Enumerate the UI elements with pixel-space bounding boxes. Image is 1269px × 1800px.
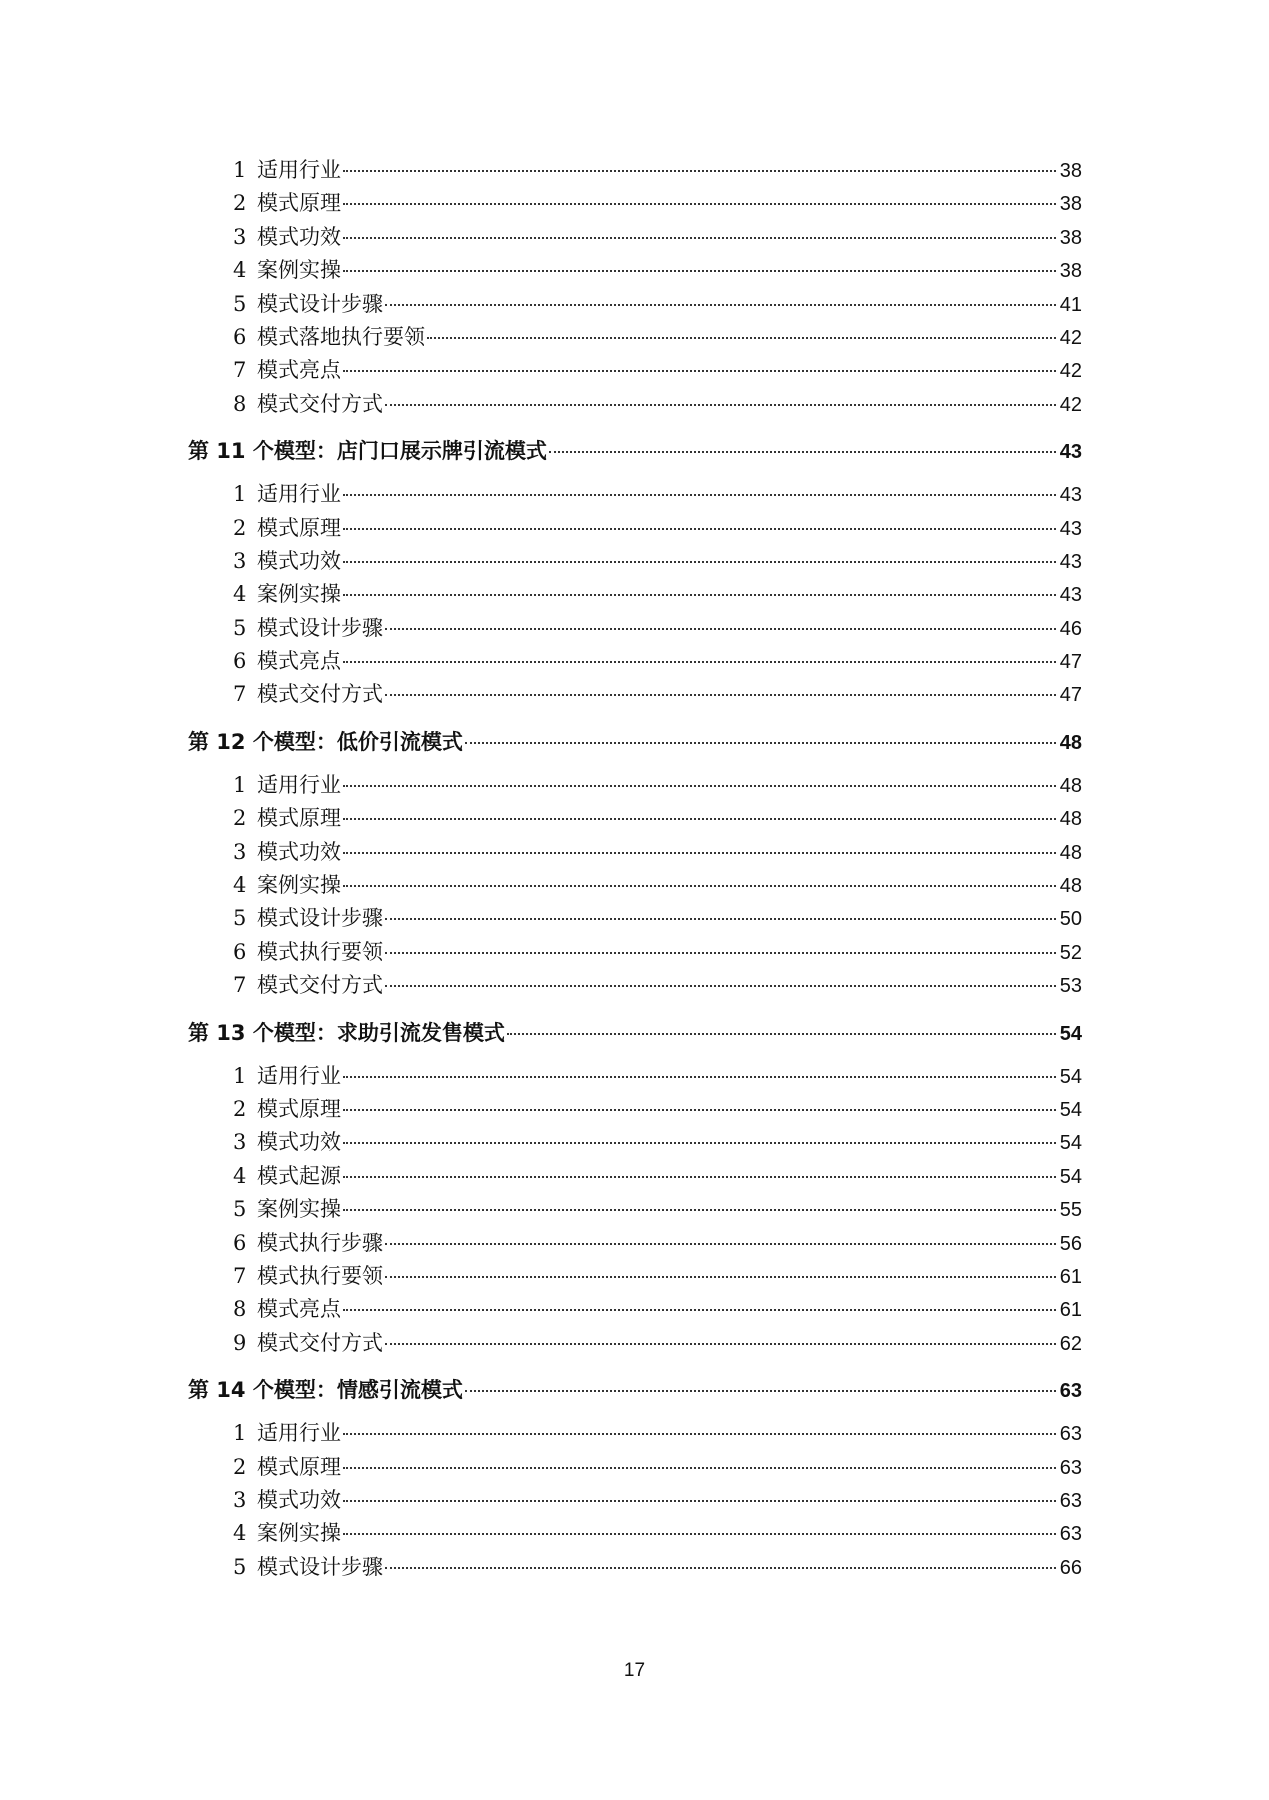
toc-subentry[interactable] <box>0 869 1082 902</box>
dot-leader <box>343 170 1056 172</box>
dot-leader <box>465 1390 1056 1392</box>
toc-subentry[interactable] <box>0 1517 1082 1550</box>
toc-subentry[interactable] <box>0 388 1082 421</box>
toc-page-number: 41 <box>1059 293 1082 316</box>
toc-subentry[interactable] <box>0 969 1082 1002</box>
toc-subentry[interactable] <box>0 321 1082 354</box>
toc-subentry-number: 4 <box>233 873 247 898</box>
toc-page-number: 61 <box>1059 1299 1082 1322</box>
toc-subentry-number: 7 <box>233 1263 247 1288</box>
toc-subentry[interactable] <box>0 1227 1082 1260</box>
toc-subentry[interactable] <box>0 478 1082 511</box>
toc-subentry-number: 7 <box>233 682 247 707</box>
dot-leader <box>385 1243 1056 1245</box>
dot-leader <box>343 203 1056 205</box>
dot-leader <box>343 1309 1056 1311</box>
toc-subentry[interactable] <box>0 154 1082 187</box>
toc-chapter-title: 第 12 个模型：低价引流模式 <box>188 729 463 754</box>
toc-subentry-title: 模式原理 <box>257 806 341 831</box>
toc-page-number: 54 <box>1059 1022 1082 1045</box>
toc-subentry-title: 模式亮点 <box>257 358 341 383</box>
dot-leader <box>343 852 1056 854</box>
toc-subentry-number: 1 <box>233 482 247 507</box>
toc-subentry-number: 5 <box>233 1197 247 1222</box>
toc-subentry[interactable] <box>0 1551 1082 1584</box>
dot-leader <box>343 528 1056 530</box>
toc-subentry-number: 4 <box>233 1163 247 1188</box>
toc-chapter-13[interactable] <box>0 1008 1082 1058</box>
toc-page-number: 48 <box>1059 731 1082 754</box>
toc-page-number: 38 <box>1059 260 1082 283</box>
dot-leader <box>343 1209 1056 1211</box>
toc-subentry[interactable] <box>0 187 1082 220</box>
toc-subentry[interactable] <box>0 802 1082 835</box>
toc-subentry-title: 模式功效 <box>257 1130 341 1155</box>
toc-subentry[interactable] <box>0 1160 1082 1193</box>
dot-leader <box>343 785 1056 787</box>
toc-page-number: 43 <box>1059 550 1082 573</box>
toc-page-number: 42 <box>1059 360 1082 383</box>
toc-subentry-title: 案例实操 <box>257 258 341 283</box>
toc-subentry-title: 模式原理 <box>257 191 341 216</box>
toc-subentry-title: 案例实操 <box>257 873 341 898</box>
toc-subentry-title: 模式设计步骤 <box>257 1554 383 1579</box>
toc-subentry-number: 5 <box>233 1554 247 1579</box>
toc-subentry[interactable] <box>0 769 1082 802</box>
toc-page-number: 47 <box>1059 651 1082 674</box>
toc-subentry[interactable] <box>0 512 1082 545</box>
toc-subentry-number: 8 <box>233 391 247 416</box>
toc-subentry-title: 适用行业 <box>257 772 341 797</box>
toc-subentry-number: 9 <box>233 1330 247 1355</box>
toc-subentry-title: 模式功效 <box>257 548 341 573</box>
toc-subentry[interactable] <box>0 1126 1082 1159</box>
dot-leader <box>385 1276 1056 1278</box>
dot-leader <box>343 1533 1056 1535</box>
toc-subentry-title: 模式起源 <box>257 1163 341 1188</box>
toc-subentry[interactable] <box>0 221 1082 254</box>
toc-page-number: 43 <box>1059 441 1082 464</box>
dot-leader <box>343 1176 1056 1178</box>
toc-subentry[interactable] <box>0 288 1082 321</box>
dot-leader <box>549 451 1056 453</box>
toc-chapter-14[interactable] <box>0 1365 1082 1415</box>
toc-subentry-title: 模式交付方式 <box>257 973 383 998</box>
toc-subentry-number: 3 <box>233 224 247 249</box>
toc-subentry-title: 适用行业 <box>257 1063 341 1088</box>
dot-leader <box>385 404 1056 406</box>
dot-leader <box>343 561 1056 563</box>
toc-subentry[interactable] <box>0 354 1082 387</box>
toc-subentry-number: 1 <box>233 1063 247 1088</box>
toc-subentry-title: 模式设计步骤 <box>257 291 383 316</box>
toc-page-number: 54 <box>1059 1165 1082 1188</box>
toc-page-number: 42 <box>1059 326 1082 349</box>
toc-subentry-number: 1 <box>233 772 247 797</box>
page-number-footer: 17 <box>623 1660 646 1681</box>
toc-subentry-title: 适用行业 <box>257 482 341 507</box>
toc-subentry-number: 7 <box>233 973 247 998</box>
toc-subentry[interactable] <box>0 836 1082 869</box>
toc-chapter-title: 第 13 个模型：求助引流发售模式 <box>188 1020 505 1045</box>
dot-leader <box>507 1033 1056 1035</box>
toc-subentry-title: 模式交付方式 <box>257 682 383 707</box>
toc-subentry-title: 模式交付方式 <box>257 1330 383 1355</box>
dot-leader <box>343 1109 1056 1111</box>
toc-subentry[interactable] <box>0 936 1082 969</box>
toc-subentry-number: 2 <box>233 806 247 831</box>
dot-leader <box>343 270 1056 272</box>
toc-subentry-number: 5 <box>233 906 247 931</box>
toc-subentry[interactable] <box>0 1193 1082 1226</box>
toc-subentry-title: 模式功效 <box>257 224 341 249</box>
dot-leader <box>385 985 1056 987</box>
toc-subentry-number: 7 <box>233 358 247 383</box>
toc-subentry-title: 模式设计步骤 <box>257 906 383 931</box>
dot-leader <box>343 818 1056 820</box>
toc-page-number: 48 <box>1059 841 1082 864</box>
dot-leader <box>343 661 1056 663</box>
toc-subentry-number: 3 <box>233 548 247 573</box>
toc-subentry-number: 1 <box>233 1421 247 1446</box>
toc-page-number: 53 <box>1059 975 1082 998</box>
dot-leader <box>343 1500 1056 1502</box>
dot-leader <box>343 1142 1056 1144</box>
dot-leader <box>343 494 1056 496</box>
toc-subentry[interactable] <box>0 1060 1082 1093</box>
dot-leader <box>343 885 1056 887</box>
toc-subentry-number: 6 <box>233 939 247 964</box>
toc-subentry-number: 6 <box>233 324 247 349</box>
toc-page-number: 56 <box>1059 1232 1082 1255</box>
toc-subentry[interactable] <box>0 254 1082 287</box>
toc-subentry-number: 4 <box>233 582 247 607</box>
dot-leader <box>427 337 1056 339</box>
toc-subentry-title: 模式亮点 <box>257 1297 341 1322</box>
toc-subentry-number: 3 <box>233 1487 247 1512</box>
toc-subentry[interactable] <box>0 678 1082 711</box>
toc-page-number: 38 <box>1059 160 1082 182</box>
dot-leader <box>385 628 1056 630</box>
toc-subentry[interactable] <box>0 645 1082 678</box>
toc-page-number: 54 <box>1059 1098 1082 1121</box>
toc-subentry[interactable] <box>0 612 1082 645</box>
toc-page-number: 63 <box>1059 1523 1082 1546</box>
table-of-contents <box>0 154 1269 1584</box>
dot-leader <box>343 594 1056 596</box>
toc-page-number: 63 <box>1059 1423 1082 1446</box>
toc-subentry-title: 模式执行步骤 <box>257 1230 383 1255</box>
toc-subentry[interactable] <box>0 578 1082 611</box>
toc-page-number: 48 <box>1059 875 1082 898</box>
toc-page-number: 48 <box>1059 808 1082 831</box>
dot-leader <box>385 1567 1056 1569</box>
toc-subentry-number: 8 <box>233 1297 247 1322</box>
toc-subentry[interactable] <box>0 1327 1082 1360</box>
toc-page-number: 55 <box>1059 1199 1082 1222</box>
toc-chapter-title: 第 14 个模型：情感引流模式 <box>188 1378 463 1403</box>
toc-subentry-title: 模式原理 <box>257 515 341 540</box>
toc-subentry-number: 2 <box>233 1454 247 1479</box>
dot-leader <box>343 1076 1056 1078</box>
toc-subentry-title: 案例实操 <box>257 582 341 607</box>
toc-subentry-number: 2 <box>233 191 247 216</box>
toc-subentry-number: 4 <box>233 1521 247 1546</box>
toc-subentry-number: 5 <box>233 291 247 316</box>
dot-leader <box>343 1467 1056 1469</box>
toc-page-number: 52 <box>1059 941 1082 964</box>
toc-page-number: 54 <box>1059 1065 1082 1088</box>
toc-subentry-title: 模式执行要领 <box>257 1263 383 1288</box>
dot-leader <box>465 742 1056 744</box>
toc-page-number: 50 <box>1059 908 1082 931</box>
toc-page-number: 48 <box>1059 774 1082 797</box>
toc-subentry[interactable] <box>0 1260 1082 1293</box>
toc-page-number: 54 <box>1059 1132 1082 1155</box>
toc-subentry-title: 模式亮点 <box>257 649 341 674</box>
toc-subentry-number: 2 <box>233 1096 247 1121</box>
toc-page-number: 63 <box>1059 1489 1082 1512</box>
toc-page-number: 46 <box>1059 617 1082 640</box>
toc-subentry-number: 6 <box>233 1230 247 1255</box>
toc-subentry-number: 5 <box>233 615 247 640</box>
toc-page-number: 66 <box>1059 1556 1082 1579</box>
toc-subentry[interactable] <box>0 1093 1082 1126</box>
toc-subentry-number: 6 <box>233 649 247 674</box>
toc-chapter-12[interactable] <box>0 717 1082 767</box>
toc-subentry[interactable] <box>0 1451 1082 1484</box>
toc-subentry-title: 案例实操 <box>257 1521 341 1546</box>
dot-leader <box>343 237 1056 239</box>
dot-leader <box>343 1433 1056 1435</box>
dot-leader <box>385 918 1056 920</box>
toc-subentry[interactable] <box>0 1484 1082 1517</box>
toc-page-number: 61 <box>1059 1265 1082 1288</box>
toc-subentry-title: 适用行业 <box>257 1421 341 1446</box>
toc-page-number: 42 <box>1059 393 1082 416</box>
toc-chapter-11[interactable] <box>0 426 1082 476</box>
toc-subentry[interactable] <box>0 1417 1082 1450</box>
toc-subentry-number: 4 <box>233 258 247 283</box>
toc-page-number: 62 <box>1059 1332 1082 1355</box>
dot-leader <box>385 304 1056 306</box>
toc-page-number: 43 <box>1059 484 1082 507</box>
toc-subentry-title: 模式原理 <box>257 1096 341 1121</box>
toc-subentry-number: 3 <box>233 1130 247 1155</box>
toc-subentry[interactable] <box>0 545 1082 578</box>
toc-page-number: 47 <box>1059 684 1082 707</box>
toc-subentry-title: 模式功效 <box>257 839 341 864</box>
toc-subentry-title: 模式执行要领 <box>257 939 383 964</box>
toc-page-number: 38 <box>1059 193 1082 216</box>
toc-subentry-number: 1 <box>233 158 247 182</box>
dot-leader <box>385 1343 1056 1345</box>
toc-subentry-number: 2 <box>233 515 247 540</box>
toc-subentry[interactable] <box>0 1293 1082 1326</box>
dot-leader <box>385 952 1056 954</box>
toc-page-number: 63 <box>1059 1456 1082 1479</box>
toc-subentry-title: 模式功效 <box>257 1487 341 1512</box>
toc-page-number: 63 <box>1059 1380 1082 1403</box>
toc-page-number: 43 <box>1059 517 1082 540</box>
toc-subentry-title: 模式落地执行要领 <box>257 324 425 349</box>
toc-subentry-number: 3 <box>233 839 247 864</box>
dot-leader <box>385 694 1056 696</box>
toc-subentry-title: 模式原理 <box>257 1454 341 1479</box>
toc-page-number: 43 <box>1059 584 1082 607</box>
toc-page-number: 38 <box>1059 226 1082 249</box>
dot-leader <box>343 370 1056 372</box>
toc-subentry-title: 模式交付方式 <box>257 391 383 416</box>
toc-subentry-title: 案例实操 <box>257 1197 341 1222</box>
toc-chapter-title: 第 11 个模型：店门口展示牌引流模式 <box>188 439 547 464</box>
toc-subentry-title: 适用行业 <box>257 158 341 182</box>
toc-subentry[interactable] <box>0 902 1082 935</box>
toc-subentry-title: 模式设计步骤 <box>257 615 383 640</box>
